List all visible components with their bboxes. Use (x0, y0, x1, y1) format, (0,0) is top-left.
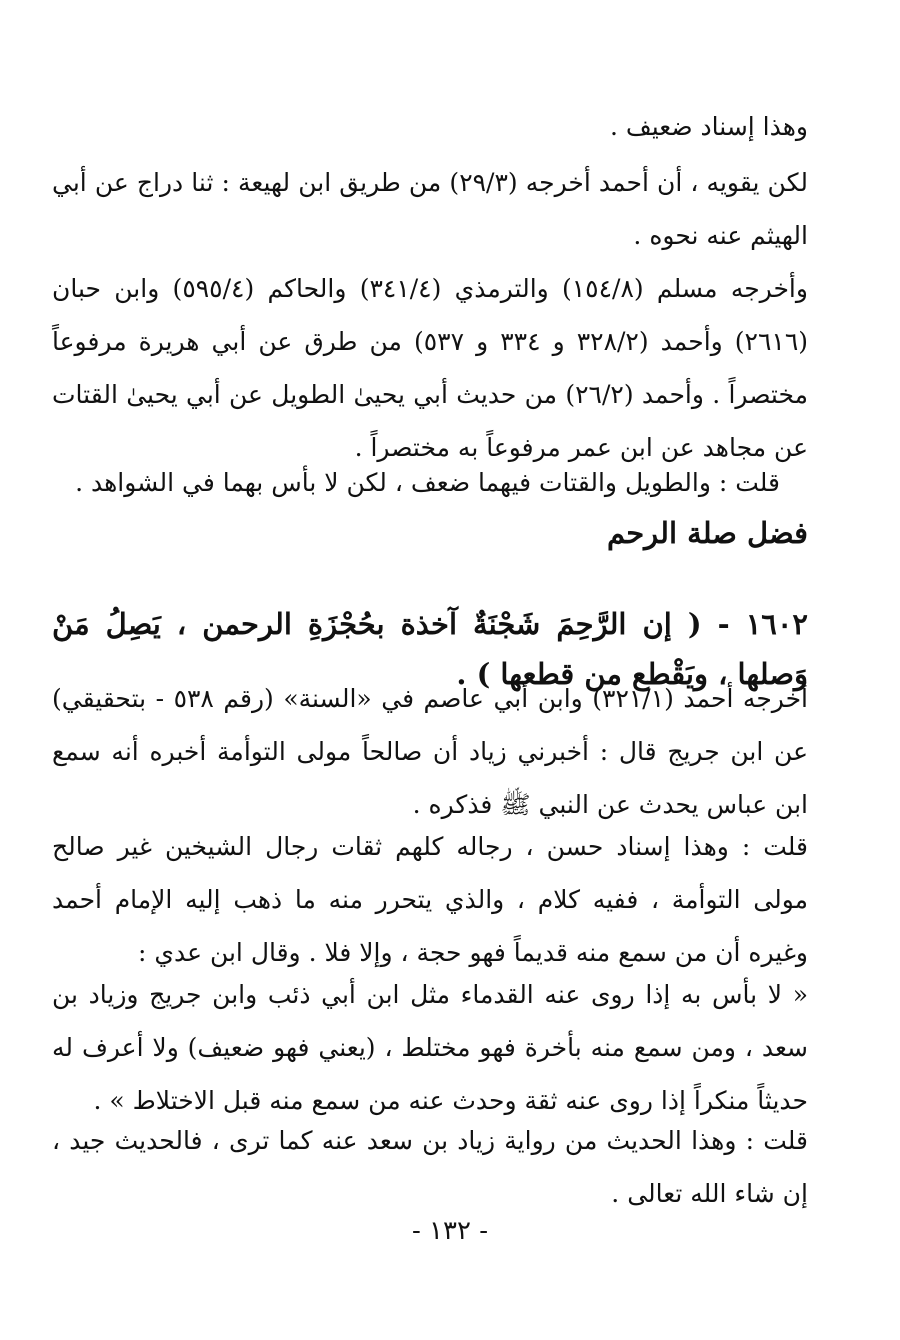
paragraph-ahmad-takhrij: أخرجه أحمد (٣٢١/١) وابن أبي عاصم في «السنة» (رقم ٥٣٨ - بتحقيقي) عن ابن جريج قال : أخبرني زياد أن صالحاً مولى التوأمة أخبره أنه سمع ابن عباس يحدث عن النبي ﷺ فذكره . (52, 684, 808, 819)
hadith-text: ١٦٠٢ - ( إن الرَّحِمَ شَجْنَةٌ آخذة بحُجْزَةِ الرحمن ، يَصِلُ مَنْ وَصلها ، ويَقْطع من قطعها ) . (52, 607, 808, 691)
paragraph-muslim-takhrij: وأخرجه مسلم (١٥٤/٨) والترمذي (٣٤١/٤) والحاكم (٥٩٥/٤) وابن حبان (٢٦١٦) وأحمد (٣٢٨/٢ و ٣٣٤ و ٥٣٧) من طرق عن أبي هريرة مرفوعاً مختصراً . وأحمد (٢٦/٢) من حديث أبي يحيىٰ الطويل عن أبي يحيىٰ القتات عن مجاهد عن ابن عمر مرفوعاً به مختصراً . (52, 274, 809, 462)
paragraph-ahmad-support: لكن يقويه ، أن أحمد أخرجه (٢٩/٣) من طريق ابن لهيعة : ثنا دراج عن أبي الهيثم عنه نحوه . (52, 168, 808, 250)
paragraph-qult-jayyid: قلت : وهذا الحديث من رواية زياد بن سعد عنه كما ترى ، فالحديث جيد ، إن شاء الله تعالى . (52, 1126, 808, 1208)
paragraph-weak-isnad: وهذا إسناد ضعيف . (609, 112, 808, 141)
section-heading: فضل صلة الرحم (606, 516, 808, 550)
quote-ibn-adi: « لا بأس به إذا روى عنه القدماء مثل ابن أبي ذئب وابن جريج وزياد بن سعد ، ومن سمع منه بأخرة فهو مختلط ، (يعني فهو ضعيف) ولا أعرف له حديثاً منكراً إذا روى عنه ثقة وحدث عنه من سمع منه قبل الاختلاط » . (52, 980, 808, 1115)
paragraph-qult-hasan: قلت : وهذا إسناد حسن ، رجاله كلهم ثقات رجال الشيخين غير صالح مولى التوأمة ، ففيه كلام ، والذي يتحرر منه ما ذهب إليه الإمام أحمد وغيره أن من سمع منه قديماً فهو حجة ، وإلا فلا . وقال ابن عدي : (52, 832, 808, 967)
paragraph-qult-shawahid: قلت : والطويل والقتات فيهما ضعف ، لكن لا بأس بهما في الشواهد . (75, 468, 780, 497)
page-number: - ١٣٢ - (411, 1216, 489, 1246)
